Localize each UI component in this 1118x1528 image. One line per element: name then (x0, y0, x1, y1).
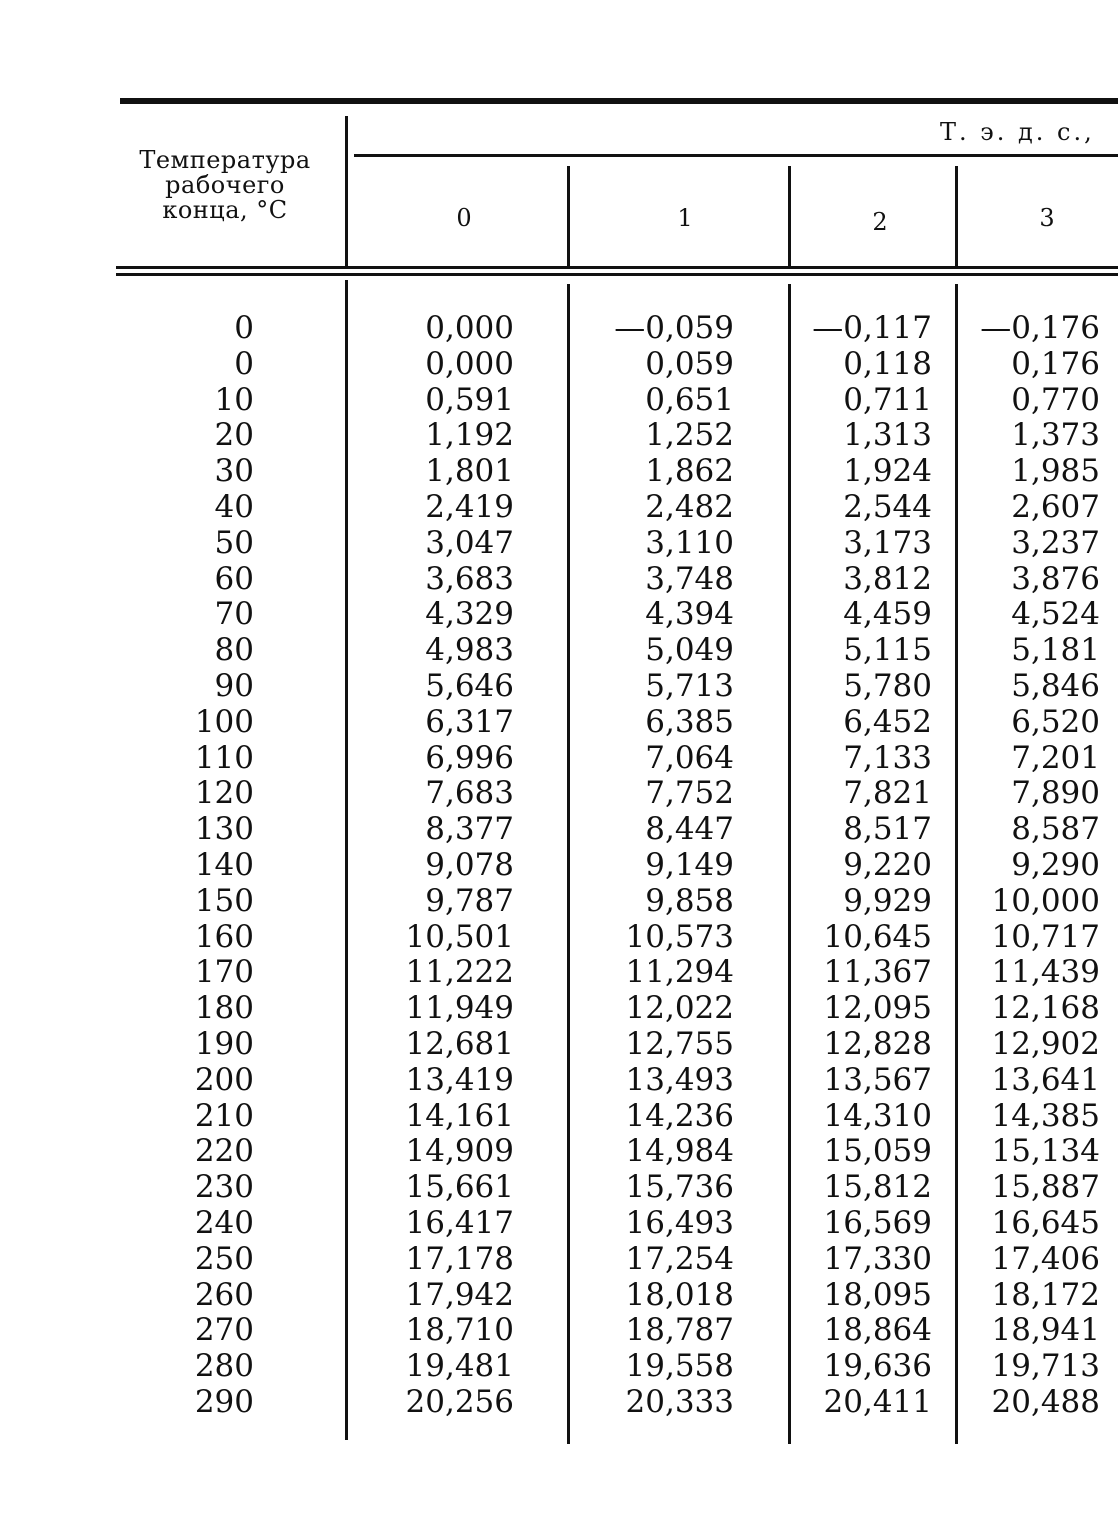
temperature-cell: 90 (214, 667, 254, 704)
emf-cell: 2,544 (843, 488, 932, 525)
emf-cell: 16,417 (405, 1204, 514, 1241)
emf-cell: 17,942 (405, 1276, 514, 1313)
emf-cell: 19,481 (405, 1348, 514, 1385)
temperature-cell: 70 (214, 596, 254, 633)
emf-cell: 13,493 (625, 1061, 734, 1098)
temperature-cell: 200 (194, 1061, 254, 1098)
temperature-cell: 290 (194, 1383, 254, 1420)
emf-cell: 17,178 (405, 1240, 514, 1277)
emf-cell: 10,717 (991, 918, 1100, 955)
emf-cell: 8,447 (645, 811, 734, 848)
divider-temp (345, 116, 348, 266)
emf-cell: 20,488 (991, 1383, 1100, 1420)
emf-cell: 11,949 (405, 990, 514, 1027)
emf-cell: 18,095 (823, 1276, 932, 1313)
emf-cell: 9,220 (843, 846, 932, 883)
emf-cell: 12,828 (823, 1025, 932, 1062)
emf-cell: 9,787 (425, 882, 514, 919)
emf-cell: 2,482 (645, 488, 734, 525)
emf-cell: 11,294 (625, 954, 734, 991)
emf-cell: 3,748 (645, 560, 734, 597)
emf-cell: 3,173 (843, 524, 932, 561)
header-rule-2 (116, 273, 1118, 276)
emf-cell: 12,168 (991, 990, 1100, 1027)
emf-cell: 13,419 (405, 1061, 514, 1098)
temperature-column (140, 311, 254, 1421)
emf-cell: 15,134 (991, 1133, 1100, 1170)
emf-cell: 10,000 (991, 882, 1100, 919)
emf-cell: 5,115 (843, 632, 932, 669)
emf-cell: 19,636 (823, 1348, 932, 1385)
emf-cell: 5,713 (645, 667, 734, 704)
temperature-cell: 80 (214, 632, 254, 669)
emf-cell: 15,736 (625, 1169, 734, 1206)
emf-cell: 3,683 (425, 560, 514, 597)
temperature-cell: 130 (194, 811, 254, 848)
temperature-cell: 120 (194, 775, 254, 812)
emf-cell: 14,161 (405, 1097, 514, 1134)
emf-cell: 18,018 (625, 1276, 734, 1313)
emf-cell: 16,645 (991, 1204, 1100, 1241)
emf-cell: 18,787 (625, 1312, 734, 1349)
emf-cell: 4,983 (425, 632, 514, 669)
emf-cell: 16,569 (823, 1204, 932, 1241)
emf-cell: 2,607 (1011, 488, 1100, 525)
emf-cell: 1,985 (1011, 453, 1100, 490)
emf-cell: 18,172 (991, 1276, 1100, 1313)
emf-cell: 4,329 (425, 596, 514, 633)
emf-cell: 8,587 (1011, 811, 1100, 848)
emf-cell: 12,095 (823, 990, 932, 1027)
temperature-cell: 0 (234, 345, 254, 382)
column-header-2: 2 (872, 208, 888, 236)
temperature-cell: 100 (194, 703, 254, 740)
emf-cell: 13,641 (991, 1061, 1100, 1098)
temperature-cell: 220 (194, 1133, 254, 1170)
temperature-cell: 110 (194, 739, 254, 776)
emf-cell: 7,133 (843, 739, 932, 776)
emf-cell: 6,385 (645, 703, 734, 740)
emf-cell: 12,755 (625, 1025, 734, 1062)
row-label-line-3: конца, °С (162, 196, 288, 224)
divider-col0 (567, 166, 570, 266)
emf-cell: 19,558 (625, 1348, 734, 1385)
row-label-header (120, 148, 330, 223)
emf-cell: 7,752 (645, 775, 734, 812)
temperature-cell: 140 (194, 846, 254, 883)
emf-cell: 11,367 (823, 954, 932, 991)
temperature-cell: 0 (234, 310, 254, 346)
emf-cell: 18,941 (991, 1312, 1100, 1349)
header-rule-1 (116, 266, 1118, 269)
divider-col2 (955, 166, 958, 266)
temperature-cell: 230 (194, 1169, 254, 1206)
emf-cell: 6,452 (843, 703, 932, 740)
emf-cell: 0,770 (1011, 381, 1100, 418)
column-header-0: 0 (456, 204, 472, 232)
emf-cell: 20,411 (823, 1383, 932, 1420)
emf-cell: 15,812 (823, 1169, 932, 1206)
emf-cell: 10,645 (823, 918, 932, 955)
top-rule (120, 98, 1118, 104)
emf-cell: 0,651 (645, 381, 734, 418)
emf-cell: 0,176 (1011, 345, 1100, 382)
emf-cell: 18,710 (405, 1312, 514, 1349)
temperature-cell: 150 (194, 882, 254, 919)
emf-cell: 5,646 (425, 667, 514, 704)
row-label-line-2: рабочего (165, 171, 285, 199)
emf-cell: 8,517 (843, 811, 932, 848)
temperature-cell: 190 (194, 1025, 254, 1062)
divider-col1-body (788, 284, 791, 1444)
emf-cell: 3,110 (645, 524, 734, 561)
emf-cell: 9,290 (1011, 846, 1100, 883)
emf-cell: 0,000 (425, 310, 514, 346)
emf-cell: 1,862 (645, 453, 734, 490)
emf-cell: 7,821 (843, 775, 932, 812)
emf-cell: 5,780 (843, 667, 932, 704)
span-header-rule (354, 154, 1118, 157)
emf-cell: 4,524 (1011, 596, 1100, 633)
emf-cell: 9,858 (645, 882, 734, 919)
emf-cell: 9,929 (843, 882, 932, 919)
emf-cell: 7,890 (1011, 775, 1100, 812)
emf-cell: 9,149 (645, 846, 734, 883)
temperature-cell: 20 (214, 417, 254, 454)
emf-column-2 (800, 311, 932, 1421)
temperature-cell: 50 (214, 524, 254, 561)
temperature-cell: 240 (194, 1204, 254, 1241)
emf-cell: 11,439 (991, 954, 1100, 991)
emf-cell: 14,385 (991, 1097, 1100, 1134)
emf-cell: 6,996 (425, 739, 514, 776)
temperature-cell: 250 (194, 1240, 254, 1277)
emf-cell: 4,394 (645, 596, 734, 633)
emf-cell: 1,801 (425, 453, 514, 490)
row-label-line-1: Температура (139, 146, 311, 174)
emf-cell: 0,591 (425, 381, 514, 418)
emf-cell: 6,520 (1011, 703, 1100, 740)
column-header-3: 3 (1039, 204, 1055, 232)
emf-cell: 15,661 (405, 1169, 514, 1206)
emf-cell: —0,176 (980, 310, 1100, 346)
emf-cell: 7,683 (425, 775, 514, 812)
emf-cell: 3,047 (425, 524, 514, 561)
emf-cell: 1,192 (425, 417, 514, 454)
emf-cell: 9,078 (425, 846, 514, 883)
emf-cell: 12,902 (991, 1025, 1100, 1062)
emf-cell: 14,984 (625, 1133, 734, 1170)
emf-cell: —0,117 (812, 310, 932, 346)
temperature-cell: 40 (214, 488, 254, 525)
temperature-cell: 30 (214, 453, 254, 490)
emf-cell: 14,236 (625, 1097, 734, 1134)
emf-cell: 16,493 (625, 1204, 734, 1241)
emf-cell: 17,406 (991, 1240, 1100, 1277)
temperature-cell: 60 (214, 560, 254, 597)
emf-cell: 10,501 (405, 918, 514, 955)
emf-cell: 8,377 (425, 811, 514, 848)
divider-col1 (788, 166, 791, 266)
emf-cell: 1,924 (843, 453, 932, 490)
emf-cell: 11,222 (405, 954, 514, 991)
emf-column-3 (962, 311, 1100, 1421)
emf-cell: 18,864 (823, 1312, 932, 1349)
emf-cell: 3,237 (1011, 524, 1100, 561)
emf-cell: 0,118 (843, 345, 932, 382)
divider-col2-body (955, 284, 958, 1444)
emf-cell: 2,419 (425, 488, 514, 525)
emf-cell: 17,330 (823, 1240, 932, 1277)
temperature-cell: 170 (194, 954, 254, 991)
column-header-1: 1 (677, 204, 693, 232)
emf-cell: 6,317 (425, 703, 514, 740)
emf-cell: 7,201 (1011, 739, 1100, 776)
emf-cell: 14,909 (405, 1133, 514, 1170)
emf-cell: 5,181 (1011, 632, 1100, 669)
emf-cell: 4,459 (843, 596, 932, 633)
emf-cell: 5,846 (1011, 667, 1100, 704)
emf-cell: 14,310 (823, 1097, 932, 1134)
temperature-cell: 160 (194, 918, 254, 955)
temperature-cell: 180 (194, 990, 254, 1027)
emf-cell: 15,887 (991, 1169, 1100, 1206)
emf-cell: 12,022 (625, 990, 734, 1027)
emf-cell: 7,064 (645, 739, 734, 776)
emf-cell: 0,711 (843, 381, 932, 418)
emf-column-0 (380, 311, 514, 1421)
emf-cell: 17,254 (625, 1240, 734, 1277)
span-header: Т. э. д. с., (940, 118, 1095, 146)
temperature-cell: 280 (194, 1348, 254, 1385)
emf-cell: 20,333 (625, 1383, 734, 1420)
emf-cell: 5,049 (645, 632, 734, 669)
divider-temp-body (345, 280, 348, 1440)
emf-cell: 3,812 (843, 560, 932, 597)
emf-column-1 (596, 311, 734, 1421)
temperature-cell: 10 (214, 381, 254, 418)
emf-cell: 20,256 (405, 1383, 514, 1420)
emf-cell: —0,059 (614, 310, 734, 346)
emf-cell: 1,252 (645, 417, 734, 454)
temperature-cell: 270 (194, 1312, 254, 1349)
temperature-cell: 210 (194, 1097, 254, 1134)
divider-col0-body (567, 284, 570, 1444)
emf-cell: 1,373 (1011, 417, 1100, 454)
emf-cell: 1,313 (843, 417, 932, 454)
emf-cell: 15,059 (823, 1133, 932, 1170)
temperature-cell: 260 (194, 1276, 254, 1313)
emf-cell: 13,567 (823, 1061, 932, 1098)
emf-cell: 10,573 (625, 918, 734, 955)
emf-cell: 0,000 (425, 345, 514, 382)
emf-cell: 3,876 (1011, 560, 1100, 597)
emf-cell: 0,059 (645, 345, 734, 382)
emf-cell: 19,713 (991, 1348, 1100, 1385)
emf-cell: 12,681 (405, 1025, 514, 1062)
